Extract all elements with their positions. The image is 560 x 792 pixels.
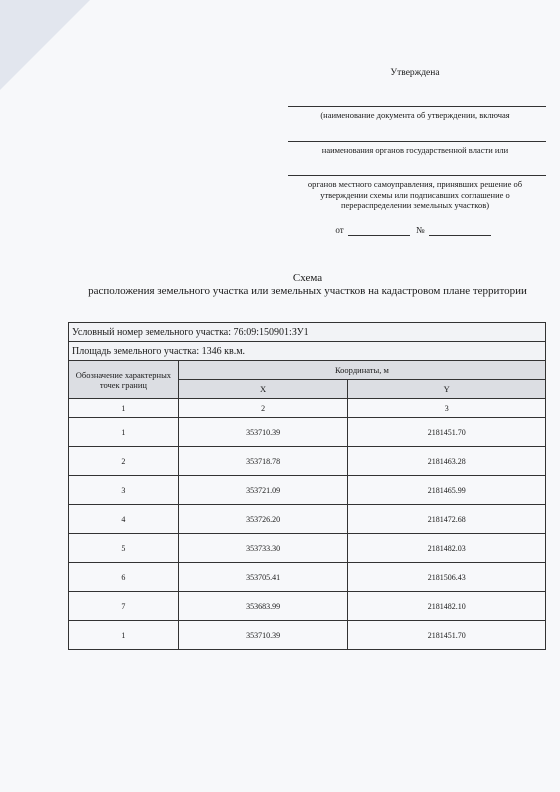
- table-row: [69, 418, 546, 447]
- table-row: [69, 476, 546, 505]
- approval-title: Утверждена: [390, 68, 440, 78]
- point-id: 2: [69, 447, 179, 476]
- table-row: [69, 563, 546, 592]
- coord-x: 353710.39: [178, 621, 348, 650]
- heading-title: Схема: [292, 272, 323, 284]
- point-id: 7: [69, 592, 179, 621]
- table-row: [69, 534, 546, 563]
- coord-x: 353726.20: [178, 505, 348, 534]
- heading-subtitle: расположения земельного участка или земельных участков на кадастровом плане территории: [88, 284, 527, 297]
- table-row: [69, 505, 546, 534]
- table-row: [69, 592, 546, 621]
- date-blank: [348, 226, 410, 236]
- cadastral-number: Условный номер земельного участка: 76:09:150901:ЗУ1: [69, 323, 546, 342]
- point-id: 6: [69, 563, 179, 592]
- approval-blank-line: [288, 92, 546, 107]
- approval-caption: наименования органов государственной власти или: [321, 144, 509, 155]
- coord-y: 2181482.03: [348, 534, 546, 563]
- approval-caption: органов местного самоуправления, принявших решение об утверждении схемы или подписавших соглашение о перераспределении земельных участков): [307, 179, 523, 211]
- coord-y: 2181472.68: [348, 505, 546, 534]
- header-x: X: [178, 380, 348, 399]
- coord-x: 353733.30: [178, 534, 348, 563]
- folded-corner: [0, 0, 90, 90]
- point-id: 1: [69, 621, 179, 650]
- header-points: Обозначение характерных точек границ: [69, 361, 179, 399]
- index-row: [69, 399, 546, 418]
- index-cell: 1: [69, 399, 179, 418]
- approval-block: [280, 68, 550, 236]
- coord-y: 2181451.70: [348, 418, 546, 447]
- approval-blank-line: [288, 127, 546, 142]
- table-row: [69, 447, 546, 476]
- number-blank: [429, 226, 491, 236]
- table-row: [69, 621, 546, 650]
- approval-date-row: [280, 225, 550, 236]
- approval-blank-line: [288, 161, 546, 176]
- date-prefix: от: [335, 225, 344, 235]
- point-id: 5: [69, 534, 179, 563]
- coord-y: 2181451.70: [348, 621, 546, 650]
- header-y: Y: [348, 380, 546, 399]
- coord-y: 2181463.28: [348, 447, 546, 476]
- coord-x: 353705.41: [178, 563, 348, 592]
- coord-y: 2181482.10: [348, 592, 546, 621]
- index-cell: 3: [348, 399, 546, 418]
- point-id: 4: [69, 505, 179, 534]
- coord-x: 353710.39: [178, 418, 348, 447]
- coord-x: 353683.99: [178, 592, 348, 621]
- coord-x: 353721.09: [178, 476, 348, 505]
- coord-x: 353718.78: [178, 447, 348, 476]
- number-prefix: №: [415, 225, 425, 235]
- coord-y: 2181465.99: [348, 476, 546, 505]
- point-id: 3: [69, 476, 179, 505]
- parcel-area: Площадь земельного участка: 1346 кв.м.: [69, 342, 546, 361]
- point-id: 1: [69, 418, 179, 447]
- coordinates-table: [68, 322, 546, 650]
- document-heading: [70, 272, 545, 298]
- header-coords: Координаты, м: [178, 361, 545, 380]
- index-cell: 2: [178, 399, 348, 418]
- coord-y: 2181506.43: [348, 563, 546, 592]
- approval-caption: (наименование документа об утверждении, включая: [320, 109, 510, 120]
